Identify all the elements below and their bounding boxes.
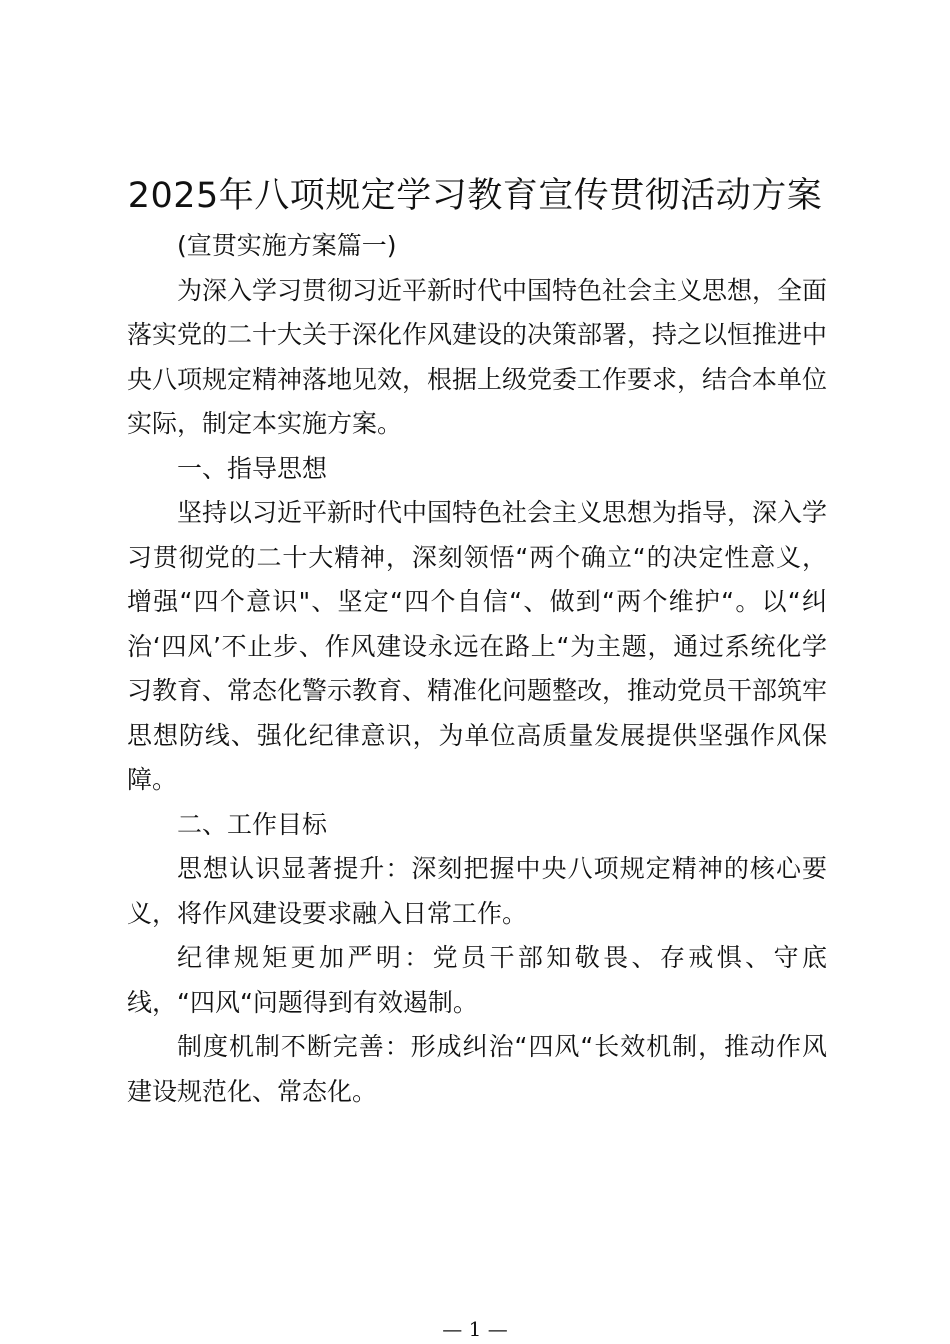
- goal-paragraph-discipline: 纪律规矩更加严明：党员干部知敬畏、存戒惧、守底线，“四风“问题得到有效遏制。: [127, 943, 827, 1017]
- goal-paragraph-mechanism: 制度机制不断完善：形成纠治“四风“长效机制，推动作风建设规范化、常态化。: [127, 1032, 827, 1106]
- intro-paragraph: 为深入学习贯彻习近平新时代中国特色社会主义思想，全面落实党的二十大关于深化作风建设的决策部署，持之以恒推进中央八项规定精神落地见效，根据上级党委工作要求，结合本单位实际，制定本实施方案。: [127, 275, 828, 438]
- subtitle: (宣贯实施方案篇一): [177, 231, 397, 260]
- document-body: [127, 224, 827, 1114]
- document-title: 2025年八项规定学习教育宣传贯彻活动方案: [127, 176, 823, 216]
- section-heading-guiding-ideology: 一、指导思想: [177, 453, 328, 483]
- guiding-ideology-paragraph: 坚持以习近平新时代中国特色社会主义思想为指导，深入学习贯彻党的二十大精神，深刻领悟“两个确立“的决定性意义，增强“四个意识"、坚定“四个自信“、做到“两个维护“。以“纠治‘四风’不止步、作风建设永远在路上“为主题，通过系统化学习教育、常态化警示教育、精准化问题整改，推动党员干部筑牢思想防线、强化纪律意识，为单位高质量发展提供坚强作风保障。: [127, 498, 828, 794]
- section-heading-work-goals: 二、工作目标: [177, 809, 328, 839]
- page-number: — 1 —: [442, 1317, 508, 1341]
- goal-paragraph-thinking: 思想认识显著提升：深刻把握中央八项规定精神的核心要义，将作风建设要求融入日常工作。: [127, 854, 827, 928]
